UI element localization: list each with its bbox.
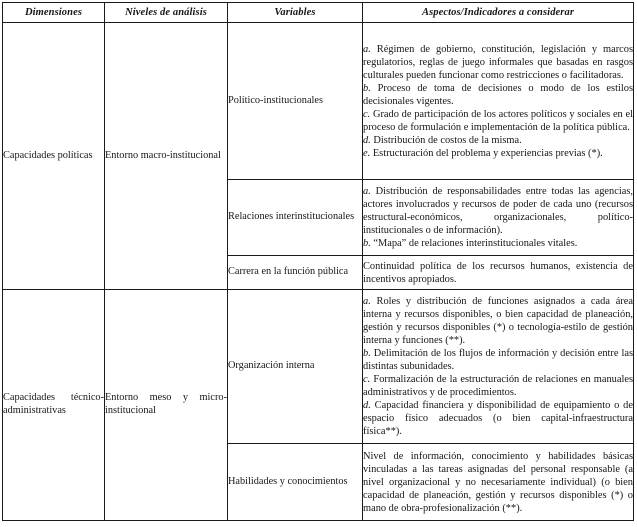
aspectos-carrera-funcion-publica (363, 256, 634, 290)
aspect-item-marker: d. (363, 400, 371, 411)
column-header-dimensiones: Dimensiones (3, 3, 105, 23)
aspect-item: c. Grado de participación de los actores políticos y sociales en el proceso de formulación e implementación de la política pública. (363, 108, 633, 133)
aspect-item-marker: a. (363, 186, 371, 197)
aspect-item: d. Capacidad financiera y disponibilidad de equipamiento o de espacio físico adecuados (o bien capital-infraestructura física**). (363, 400, 633, 437)
column-header-variables: Variables (228, 3, 363, 23)
aspect-item: Continuidad política de los recursos humanos, existencia de incentivos apropiados. (363, 260, 633, 285)
aspect-item-marker: b. (363, 238, 371, 249)
variable-habilidades-conocimientos: Habilidades y conocimientos (228, 444, 363, 521)
nivel-entorno-meso-micro-institucional: Entorno meso y micro-institucional (105, 290, 228, 521)
column-header-aspectos: Aspectos/Indicadores a considerar (363, 3, 634, 23)
variable-organizacion-interna: Organización interna (228, 290, 363, 444)
table-header (3, 3, 634, 23)
aspect-item-marker: c. (363, 374, 371, 385)
dimension-capacidades-tecnico-administrativas: Capacidades técnico-administrativas (3, 290, 105, 521)
nivel-entorno-macro-institucional: Entorno macro-institucional (105, 23, 228, 290)
aspect-item: d. Distribución de costos de la misma. (363, 134, 522, 146)
aspectos-relaciones-interinstitucionales (363, 180, 634, 256)
table-body (3, 23, 634, 521)
dimension-capacidades-politicas: Capacidades políticas (3, 23, 105, 290)
column-header-niveles: Niveles de análisis (105, 3, 228, 23)
header-row (3, 3, 634, 23)
aspect-item: c. Formalización de la estructuración de relaciones en manuales administrativos y de procedimientos. (363, 374, 633, 398)
aspect-item: a. Distribución de responsabilidades entre todas las agencias, actores involucrados y recursos de poder de cada uno (recursos estructural-económicos, organizacionales, político-institucionales o de información). (363, 186, 633, 236)
aspect-item-marker: e. (363, 147, 371, 159)
aspectos-habilidades-conocimientos (363, 444, 634, 521)
aspect-item-marker: d. (363, 134, 371, 146)
table-row (3, 290, 634, 444)
variable-politico-institucionales: Político-institucionales (228, 23, 363, 180)
aspect-item: b. Proceso de toma de decisiones o modo de los estilos decisionales vigentes. (363, 82, 633, 107)
table-row (3, 23, 634, 180)
aspect-item-marker: b. (363, 82, 371, 94)
aspect-item-marker: a. (363, 296, 371, 307)
aspect-item: a. Régimen de gobierno, constitución, legislación y marcos regulatorios, reglas de juego informales que basadas en rasgos culturales pueden funcionar como restricciones o facilitadoras. (363, 43, 633, 81)
aspect-item: a. Roles y distribución de funciones asignados a cada área interna y recursos disponibles, o bien capacidad de planeación, gestión y recursos disponibles (*) o tecnología-estilo de gestión interna y funciones (**). (363, 296, 633, 346)
aspect-item: b. Delimitación de los flujos de información y decisión entre las distintas subunidades. (363, 348, 633, 372)
variable-relaciones-interinstitucionales: Relaciones interinstitucionales (228, 180, 363, 256)
aspect-item-marker: c. (363, 108, 371, 120)
aspect-item-marker: b. (363, 348, 371, 359)
capacities-matrix-table (2, 2, 634, 521)
aspect-item: Nivel de información, conocimiento y habilidades básicas vinculadas a las tareas asignadas del personal responsable (a nivel organizacional y no necesariamente individual) (o bien capacidad de planeación, gestión y recursos disponibles (*) o mano de obra-profesionalización (**). (363, 450, 633, 514)
aspect-item: e. Estructuración del problema y experiencias previas (*). (363, 147, 603, 159)
variable-carrera-funcion-publica: Carrera en la función pública (228, 256, 363, 290)
aspectos-politico-institucionales (363, 23, 634, 180)
aspect-item-marker: a. (363, 43, 371, 55)
aspectos-organizacion-interna (363, 290, 634, 444)
aspect-item: b. “Mapa” de relaciones interinstitucionales vitales. (363, 238, 578, 249)
